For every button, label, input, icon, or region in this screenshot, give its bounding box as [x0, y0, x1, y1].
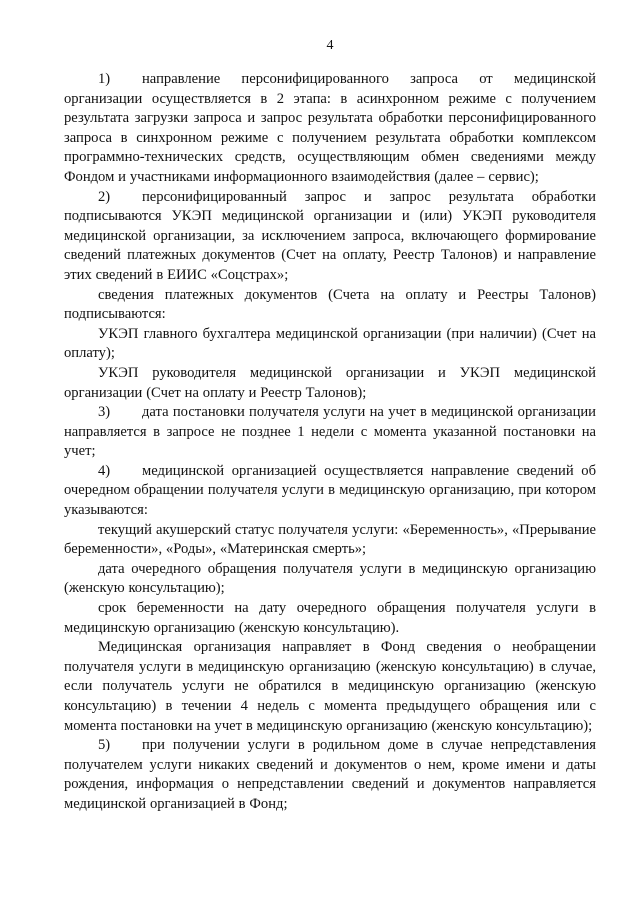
paragraph-3: [64, 286, 596, 325]
paragraph-4: [64, 325, 596, 364]
paragraph-text: дата очередного обращения получателя услуги в медицинскую организацию (женскую консультацию);: [64, 560, 596, 597]
paragraph-text: при получении услуги в родильном доме в случае непредставления получателем услуги никаких сведений и документов о нем, кроме имени и даты рождения, информация о непредставлении сведений и документов направляется медицинской организацией в Фонд;: [64, 737, 596, 812]
item-number: 2): [98, 188, 111, 205]
paragraph-5: [64, 364, 596, 403]
paragraph-10: [64, 599, 596, 638]
paragraph-text: дата постановки получателя услуги на учет в медицинской организации направляется в запросе не позднее 1 недели с момента указанной постановки на учет;: [64, 404, 596, 460]
paragraph-1: [64, 70, 596, 188]
paragraph-12: [64, 736, 596, 814]
item-number: 3): [98, 404, 111, 421]
paragraph-6: [64, 403, 596, 462]
paragraph-8: [64, 521, 596, 560]
item-number: 1): [98, 71, 111, 87]
page-number: 4: [326, 38, 334, 53]
paragraph-text: направление персонифицированного запроса от медицинской организации осуществляется в 2 этапа: в асинхронном режиме с получением результата загрузки запроса и запрос результата обработки персонифицированного запроса в синхронном режиме с получением результата обработки комплексом программно-технических средств, осуществляющим обмен сведениями между Фондом и участниками информационного взаимодействия (далее – сервис);: [64, 71, 596, 185]
paragraph-text: текущий акушерский статус получателя услуги: «Беременность», «Прерывание беременности», «Роды», «Материнская смерть»;: [64, 521, 596, 558]
paragraph-11: [64, 638, 596, 736]
paragraph-text: сведения платежных документов (Счета на оплату и Реестры Талонов) подписываются:: [64, 286, 596, 323]
paragraph-2: [64, 188, 596, 286]
paragraph-9: [64, 560, 596, 599]
paragraph-7: [64, 462, 596, 521]
paragraph-text: персонифицированный запрос и запрос результата обработки подписываются УКЭП медицинской организации и (или) УКЭП руководителя медицинской организации, за исключением запроса, включающего формирование сведений платежных документов (Счет на оплату, Реестр Талонов) и направление этих сведений в ЕИИС «Соцстрах»;: [64, 188, 596, 283]
paragraph-text: УКЭП главного бухгалтера медицинской организации (при наличии) (Счет на оплату);: [64, 325, 596, 362]
paragraph-text: УКЭП руководителя медицинской организации и УКЭП медицинской организации (Счет на оплату и Реестр Талонов);: [64, 364, 596, 401]
paragraph-text: медицинской организацией осуществляется направление сведений об очередном обращении получателя услуги в медицинскую организацию, при котором указываются:: [64, 462, 596, 519]
item-number: 4): [98, 462, 111, 479]
paragraph-text: Медицинская организация направляет в Фонд сведения о необращении получателя услуги в медицинскую организацию (женскую консультацию) в случае, если получатель услуги не обратился в медицинскую организацию (женскую консультацию) в течении 4 недель с момента предыдущего обращения или с момента постановки на учет в медицинскую организацию (женскую консультацию);: [64, 639, 596, 734]
item-number: 5): [98, 737, 111, 754]
paragraph-text: срок беременности на дату очередного обращения получателя услуги в медицинскую организацию (женскую консультацию).: [64, 600, 596, 636]
